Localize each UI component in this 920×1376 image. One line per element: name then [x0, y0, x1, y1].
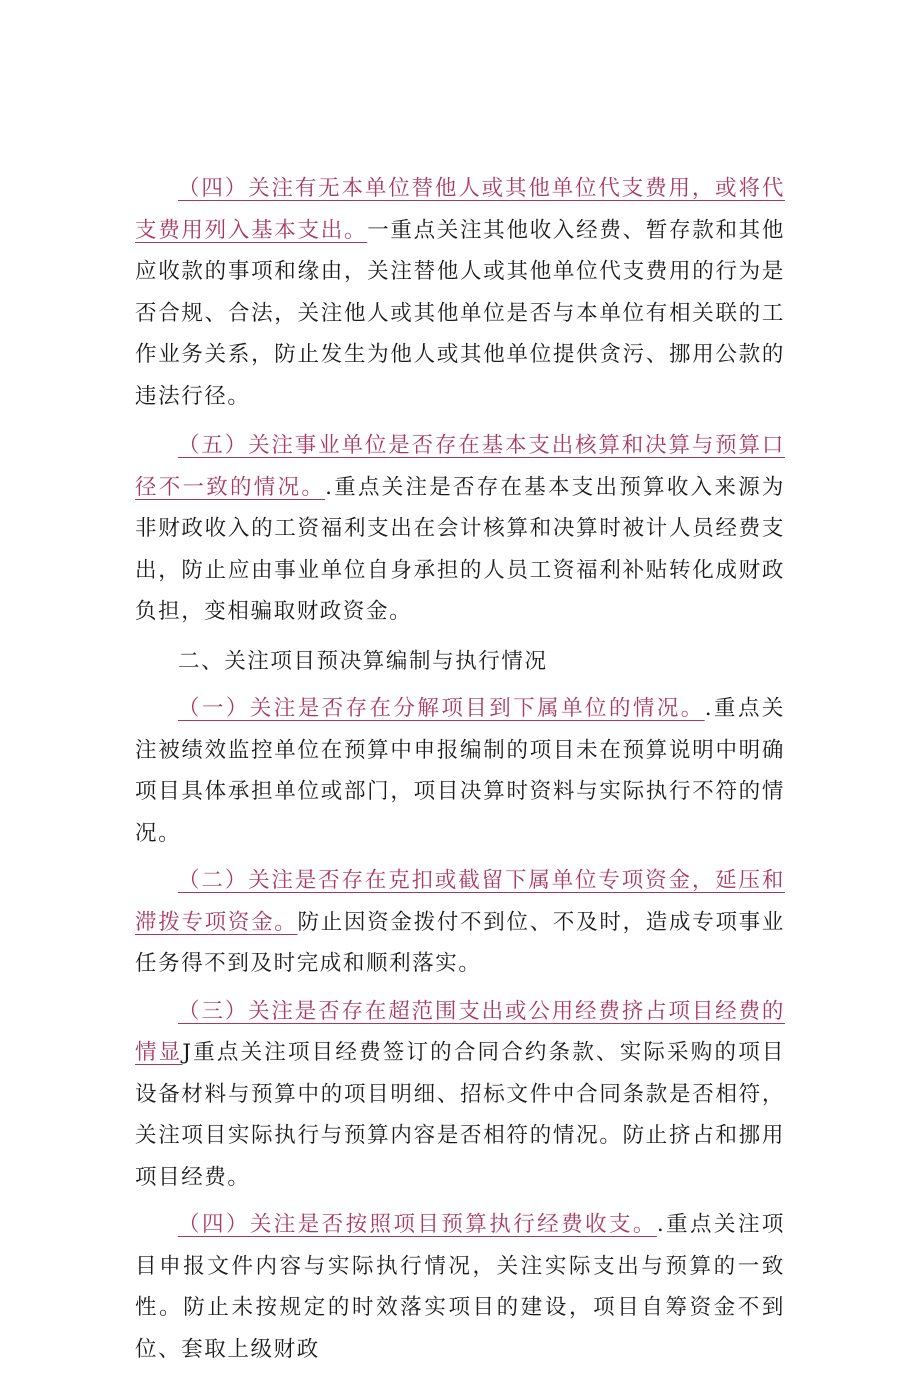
paragraph-section1-item5	[135, 425, 785, 633]
item-body: .重点关注被绩效监控单位在预算中申报编制的项目未在预算说明中明确项目具体承担单位或部门，项目决算时资料与实际执行不符的情况。	[135, 696, 785, 846]
item-heading: （一）关注是否存在分解项目到下属单位的情况。	[178, 696, 705, 721]
item-body: J重点关注项目经费签订的合同合约条款、实际采购的项目设备材料与预算中的项目明细、招标文件中合同条款是否相符，关注项目实际执行与预算内容是否相符的情况。防止挤占和挪用项目经费。	[135, 1040, 785, 1190]
item-body: 防止因资金拨付不到位、不及时，造成专项事业任务得不到及时完成和顺利落实。	[135, 909, 785, 976]
item-heading: （五）关注事业单位是否存在基本支出核算和决算与预算口径不一致的情况。	[135, 433, 785, 500]
paragraph-section2-item4	[135, 1204, 785, 1370]
item-heading: （三）关注是否存在超范围支出或公用经费挤占项目经费的情显	[135, 998, 785, 1065]
paragraph-section2-item1	[135, 688, 785, 854]
section-2-title: 二、关注项目预决算编制与执行情况	[178, 648, 548, 674]
paragraph-section1-item4	[135, 168, 785, 417]
item-heading: （二）关注是否存在克扣或截留下属单位专项资金，延压和滞拨专项资金。	[135, 868, 785, 935]
item-body: .重点关注项目申报文件内容与实际执行情况，关注实际支出与预算的一致性。防止未按规定的时效落实项目的建设，项目自筹资金不到位、套取上级财政	[135, 1212, 785, 1362]
item-body: .重点关注是否存在基本支出预算收入来源为非财政收入的工资福利支出在会计核算和决算时被计人员经费支出，防止应由事业单位自身承担的人员工资福利补贴转化成财政负担，变相骗取财政资金。	[135, 474, 785, 624]
item-heading: （四）关注有无本单位替他人或其他单位代支费用，或将代支费用列入基本支出。	[135, 176, 785, 243]
item-heading: （四）关注是否按照项目预算执行经费收支。	[178, 1212, 657, 1237]
paragraph-section2-item2	[135, 860, 785, 985]
document-page	[135, 168, 785, 1376]
item-body: 一重点关注其他收入经费、暂存款和其他应收款的事项和缘由，关注替他人或其他单位代支费用的行为是否合规、合法，关注他人或其他单位是否与本单位有相关联的工作业务关系，防止发生为他人或其他单位提供贪污、挪用公款的违法行径。	[135, 217, 785, 409]
paragraph-section2-item3	[135, 991, 785, 1199]
